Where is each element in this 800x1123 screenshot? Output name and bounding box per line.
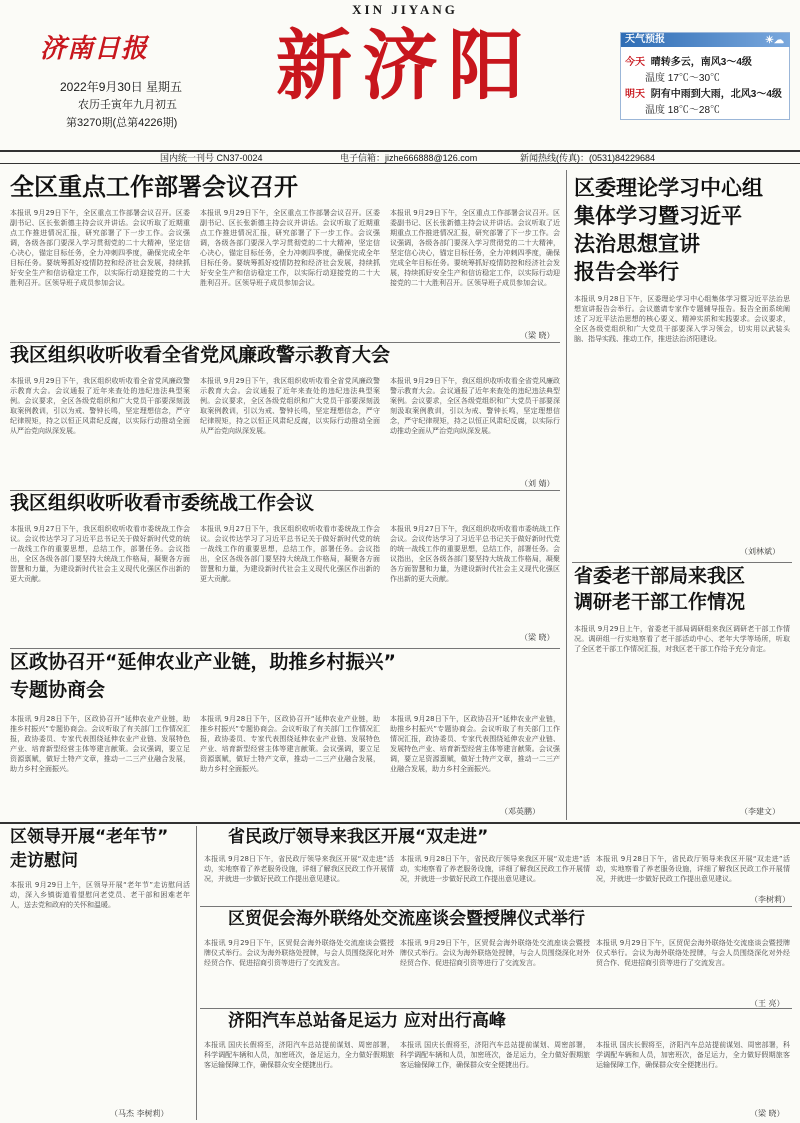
article-8-col-1: 本报讯 9月28日下午，省民政厅领导来我区开展“双走进”活动，实地察看了养老服务设施，详细了解我区民政工作开展情况，并就进一步做好民政工作提出意见建议。	[204, 855, 394, 883]
article-4-col-3: 本报讯 9月28日下午，区政协召开“延伸农业产业链，助推乡村振兴”专题协商会。会议听取了有关部门工作情况汇报，政协委员、专家代表围绕延伸农业产业链、发展特色产业、培育新型经营主体等建言献策。会议强调，要立足资源禀赋，做好土特产文章，推动一二三产业融合发展，助力乡村全面振兴。	[390, 715, 560, 773]
headline-6-line-1: 省委老干部局来我区	[574, 565, 746, 587]
credit-8: （李树莉）	[750, 895, 790, 904]
weather-today-temp: 温度 17℃～30℃	[645, 73, 721, 84]
article-8-col-2: 本报讯 9月28日下午，省民政厅领导来我区开展“双走进”活动，实地察看了养老服务设施，详细了解我区民政工作开展情况，并就进一步做好民政工作提出意见建议。	[400, 855, 590, 883]
headline-7-line-1: 区领导开展“老年节”	[10, 827, 169, 847]
article-1-col-3: 本报讯 9月29日下午，全区重点工作部署会议召开。区委副书记、区长张新德主持会议并讲话。会议听取了近期重点工作推进情况汇报，研究部署了下一步工作。会议强调，各级各部门要深入学习贯彻党的二十大精神，坚定信心决心，锚定目标任务，全力冲刺四季度，确保完成全年目标任务。要统筹抓好疫情防控和经济社会发展，持续抓好安全生产和信访稳定工作，以实际行动迎接党的二十大胜利召开。区领导班子成员参加会议。	[390, 209, 560, 287]
masthead-title: 新济阳	[276, 21, 534, 110]
article-3-col-2: 本报讯 9月27日下午，我区组织收听收看市委统战工作会议。会议传达学习了习近平总书记关于做好新时代党的统一战线工作的重要思想，总结工作，部署任务。会议指出，全区各级各部门要坚持大统战工作格局，凝聚各方面智慧和力量，为建设新时代社会主义现代化强区作出新的更大贡献。	[200, 525, 380, 583]
issue-number: 第3270期(总第4226期)	[66, 117, 178, 129]
credit-3: （梁 晓）	[520, 633, 555, 642]
paper-name-logo: 济南日报	[40, 34, 149, 63]
article-10-col-2: 本报讯 国庆长假将至，济阳汽车总站提前谋划、周密部署，科学调配车辆和人员，加密班次，备足运力，全力做好假期旅客运输保障工作，确保群众安全便捷出行。	[400, 1041, 590, 1069]
headline-5-line-2: 集体学习暨习近平	[574, 204, 742, 228]
article-3-col-3: 本报讯 9月27日下午，我区组织收听收看市委统战工作会议。会议传达学习了习近平总书记关于做好新时代党的统一战线工作的重要思想，总结工作，部署任务。会议指出，全区各级各部门要坚持大统战工作格局，凝聚各方面智慧和力量，为建设新时代社会主义现代化强区作出新的更大贡献。	[390, 525, 560, 583]
headline-5-line-1: 区委理论学习中心组	[574, 176, 763, 200]
credit-5: （刘林斌）	[740, 547, 780, 556]
info-bar	[0, 150, 800, 164]
article-10-col-3: 本报讯 国庆长假将至，济阳汽车总站提前谋划、周密部署，科学调配车辆和人员，加密班次，备足运力，全力做好假期旅客运输保障工作，确保群众安全便捷出行。	[596, 1041, 790, 1069]
column-divider	[566, 170, 567, 820]
article-10-col-1: 本报讯 国庆长假将至，济阳汽车总站提前谋划、周密部署，科学调配车辆和人员，加密班次，备足运力，全力做好假期旅客运输保障工作，确保群众安全便捷出行。	[204, 1041, 394, 1069]
divider	[10, 648, 560, 649]
article-8-col-3: 本报讯 9月28日下午，省民政厅领导来我区开展“双走进”活动，实地察看了养老服务设施，详细了解我区民政工作开展情况，并就进一步做好民政工作提出意见建议。	[596, 855, 790, 883]
headline-8: 省民政厅领导来我区开展“双走进”	[228, 827, 489, 847]
section-divider	[0, 822, 800, 824]
credit-4: （邓英鹏）	[500, 807, 540, 816]
headline-6-line-2: 调研老干部工作情况	[574, 591, 746, 613]
credit-2: （刘 婧）	[520, 479, 555, 488]
cloud-sun-icon: ☀☁	[765, 35, 784, 46]
weather-box	[620, 32, 790, 120]
headline-1: 全区重点工作部署会议召开	[10, 173, 298, 201]
article-2-col-3: 本报讯 9月29日下午，我区组织收听收看全省党风廉政警示教育大会。会议通报了近年来查处的违纪违法典型案例。会议要求，全区各级党组织和广大党员干部要深刻汲取案例教训，引以为戒、警钟长鸣，坚定理想信念，严守纪律规矩，持之以恒正风肃纪反腐，以实际行动推动全面从严治党向纵深发展。	[390, 377, 560, 435]
issue-date: 2022年9月30日 星期五	[60, 80, 183, 94]
lunar-date: 农历壬寅年九月初五	[78, 99, 177, 111]
article-9-col-2: 本报讯 9月29日下午，区贸促会海外联络处交流座谈会暨授牌仪式举行。会议为海外联络处授牌，与会人员围绕深化对外经贸合作、促进招商引资等进行了交流发言。	[400, 939, 590, 967]
headline-5-line-4: 报告会举行	[574, 260, 679, 284]
headline-9: 区贸促会海外联络处交流座谈会暨授牌仪式举行	[228, 909, 585, 929]
headline-4-line-2: 专题协商会	[10, 679, 106, 701]
article-1-col-2: 本报讯 9月29日下午，全区重点工作部署会议召开。区委副书记、区长张新德主持会议并讲话。会议听取了近期重点工作推进情况汇报，研究部署了下一步工作。会议强调，各级各部门要深入学习贯彻党的二十大精神，坚定信心决心，锚定目标任务，全力冲刺四季度，确保完成全年目标任务。要统筹抓好疫情防控和经济社会发展，持续抓好安全生产和信访稳定工作，以实际行动迎接党的二十大胜利召开。区领导班子成员参加会议。	[200, 209, 380, 287]
headline-10: 济阳汽车总站备足运力 应对出行高峰	[228, 1011, 506, 1031]
headline-5-line-3: 法治思想宣讲	[574, 232, 700, 256]
column-divider	[196, 826, 197, 1120]
weather-today: 今天 晴转多云，南风3～4级	[625, 57, 752, 68]
weather-tomorrow-temp: 温度 18℃～28℃	[645, 105, 721, 116]
headline-2: 我区组织收听收看全省党风廉政警示教育大会	[10, 344, 391, 366]
article-2-col-1: 本报讯 9月29日下午，我区组织收听收看全省党风廉政警示教育大会。会议通报了近年来查处的违纪违法典型案例。会议要求，全区各级党组织和广大党员干部要深刻汲取案例教训，引以为戒、警钟长鸣，坚定理想信念，严守纪律规矩，持之以恒正风肃纪反腐，以实际行动推动全面从严治党向纵深发展。	[10, 377, 190, 435]
headline-3: 我区组织收听收看市委统战工作会议	[10, 492, 315, 514]
credit-1: （梁 晓）	[520, 331, 555, 340]
divider	[200, 906, 792, 907]
article-1-col-1: 本报讯 9月29日下午，全区重点工作部署会议召开。区委副书记、区长张新德主持会议并讲话。会议听取了近期重点工作推进情况汇报，研究部署了下一步工作。会议强调，各级各部门要深入学习贯彻党的二十大精神，坚定信心决心，锚定目标任务，全力冲刺四季度，确保完成全年目标任务。要统筹抓好疫情防控和经济社会发展，持续抓好安全生产和信访稳定工作，以实际行动迎接党的二十大胜利召开。区领导班子成员参加会议。	[10, 209, 190, 287]
credit-9: （王 亮）	[750, 999, 785, 1008]
weather-header: 天气预报 ☀☁	[621, 33, 790, 47]
article-4-col-1: 本报讯 9月28日下午，区政协召开“延伸农业产业链，助推乡村振兴”专题协商会。会议听取了有关部门工作情况汇报，政协委员、专家代表围绕延伸农业产业链、发展特色产业、培育新型经营主体等建言献策。会议强调，要立足资源禀赋，做好土特产文章，推动一二三产业融合发展，助力乡村全面振兴。	[10, 715, 190, 773]
email: 电子信箱：jizhe666888@126.com	[340, 153, 478, 163]
issn: 国内统一刊号 CN37-0024	[160, 153, 263, 163]
divider	[10, 490, 560, 491]
credit-6: （李建文）	[740, 807, 780, 816]
article-7-body: 本报讯 9月29日上午，区领导开展“老年节”走访慰问活动，深入乡镇街道看望慰问老党员、老干部和困难老年人，送去党和政府的关怀和温暖。	[10, 881, 190, 909]
masthead-pinyin: XIN JIYANG	[352, 2, 458, 17]
article-6-body: 本报讯 9月29日上午，省委老干部局调研组来我区调研老干部工作情况。调研组一行实地察看了老干部活动中心、老年大学等场所，听取了全区老干部工作情况汇报，对我区老干部工作给予充分肯定。	[574, 625, 790, 653]
credit-7: （马杰 李树莉）	[110, 1109, 169, 1118]
article-3-col-1: 本报讯 9月27日下午，我区组织收听收看市委统战工作会议。会议传达学习了习近平总书记关于做好新时代党的统一战线工作的重要思想，总结工作，部署任务。会议指出，全区各级各部门要坚持大统战工作格局，凝聚各方面智慧和力量，为建设新时代社会主义现代化强区作出新的更大贡献。	[10, 525, 190, 583]
article-9-col-1: 本报讯 9月29日下午，区贸促会海外联络处交流座谈会暨授牌仪式举行。会议为海外联络处授牌，与会人员围绕深化对外经贸合作、促进招商引资等进行了交流发言。	[204, 939, 394, 967]
article-2-col-2: 本报讯 9月29日下午，我区组织收听收看全省党风廉政警示教育大会。会议通报了近年来查处的违纪违法典型案例。会议要求，全区各级党组织和广大党员干部要深刻汲取案例教训，引以为戒、警钟长鸣，坚定理想信念，严守纪律规矩，持之以恒正风肃纪反腐，以实际行动推动全面从严治党向纵深发展。	[200, 377, 380, 435]
weather-tomorrow: 明天 阴有中雨到大雨，北风3～4级	[625, 89, 782, 100]
article-9-col-3: 本报讯 9月29日下午，区贸促会海外联络处交流座谈会暨授牌仪式举行。会议为海外联络处授牌，与会人员围绕深化对外经贸合作、促进招商引资等进行了交流发言。	[596, 939, 790, 967]
headline-7-line-2: 走访慰问	[10, 851, 78, 871]
article-4-col-2: 本报讯 9月28日下午，区政协召开“延伸农业产业链，助推乡村振兴”专题协商会。会议听取了有关部门工作情况汇报，政协委员、专家代表围绕延伸农业产业链、发展特色产业、培育新型经营主体等建言献策。会议强调，要立足资源禀赋，做好土特产文章，推动一二三产业融合发展，助力乡村全面振兴。	[200, 715, 380, 773]
hotline: 新闻热线(传真)：(0531)84229684	[520, 153, 656, 163]
divider	[10, 342, 560, 343]
headline-4-line-1: 区政协召开“延伸农业产业链，助推乡村振兴”	[10, 651, 396, 673]
article-5-body: 本报讯 9月28日下午，区委理论学习中心组集体学习暨习近平法治思想宣讲报告会举行。会议邀请专家作专题辅导报告。报告全面系统阐述了习近平法治思想的核心要义、精神实质和实践要求。会议要求，全区各级党组织和广大党员干部要深入学习领会，切实用以武装头脑、指导实践、推动工作，推进法治济阳建设。	[574, 295, 790, 343]
divider	[572, 562, 792, 563]
divider	[200, 1008, 792, 1009]
credit-10: （梁 晓）	[750, 1109, 785, 1118]
